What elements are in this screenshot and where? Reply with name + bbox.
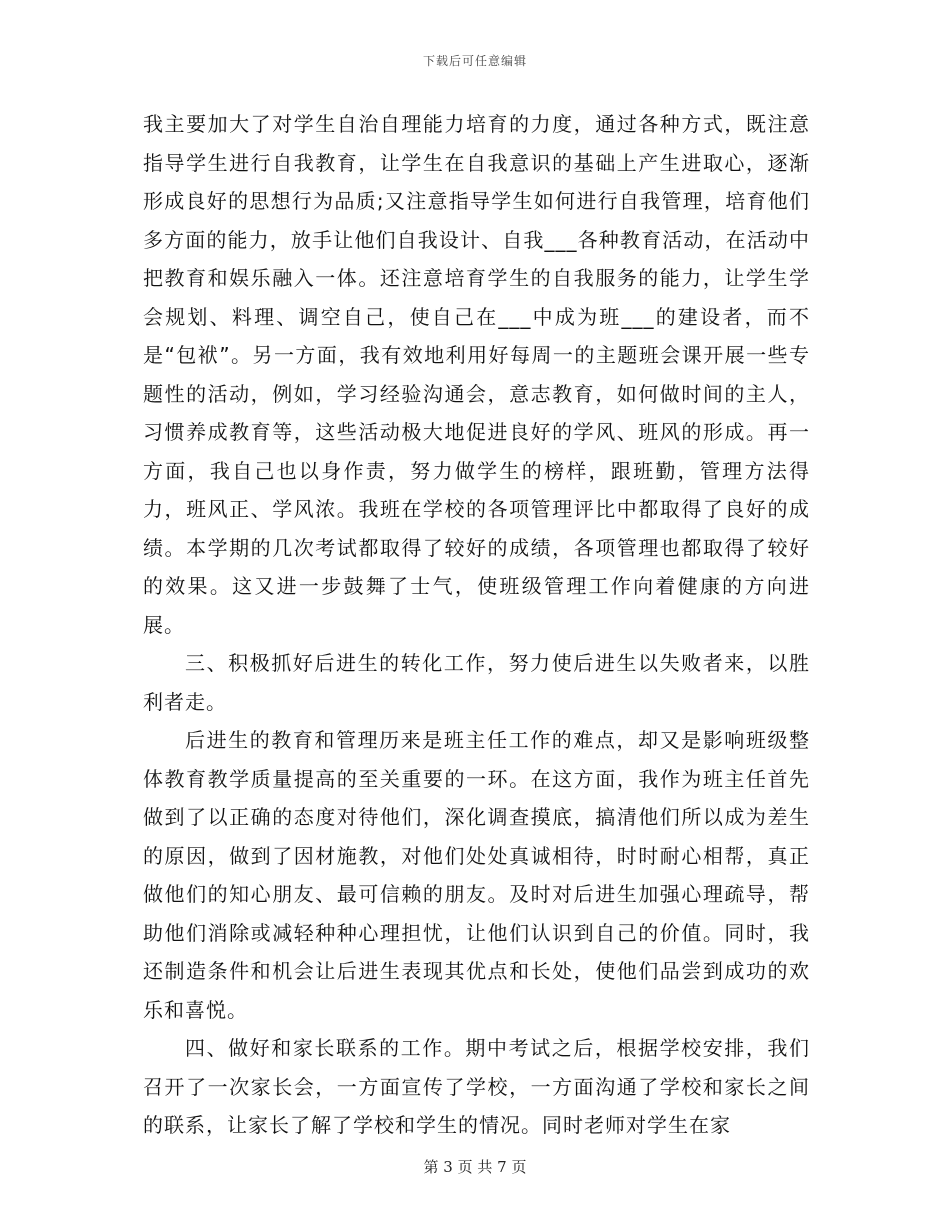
paragraph-class-management: 我主要加大了对学生自治自理能力培育的力度，通过各种方式，既注意指导学生进行自我教育，让学生在自我意识的基础上产生进取心，逐渐形成良好的思想行为品质;又注意指导学生如何进行自我管理，培育他们多方面的能力，放手让他们自我设计、自我___各种教育活动，在活动中把教育和娱乐融入一体。还注意培育学生的自我服务的能力，让学生学会规划、料理、调空自己，使自己在___中成为班___的建设者，而不是“包袱”。另一方面，我有效地利用好每周一的主题班会课开展一些专题性的活动，例如，学习经验沟通会，意志教育，如何做时间的主人，习惯养成教育等，这些活动极大地促进良好的学风、班风的形成。再一方面，我自己也以身作责，努力做学生的榜样，跟班勤，管理方法得力，班风正、学风浓。我班在学校的各项管理评比中都取得了良好的成绩。本学期的几次考试都取得了较好的成绩，各项管理也都取得了较好的效果。这又进一步鼓舞了士气，使班级管理工作向着健康的方向进展。 <box>143 112 810 637</box>
page-number-footer: 第 3 页 共 7 页 <box>423 1158 527 1176</box>
paragraph-underachievers: 后进生的教育和管理历来是班主任工作的难点，却又是影响班级整体教育教学质量提高的至关重要的一环。在这方面，我作为班主任首先做到了以正确的态度对待他们，深化调查摸底，搞清他们所以成为差生的原因，做到了因材施教，对他们处处真诚相待，时时耐心相帮，真正做他们的知心朋友、最可信赖的朋友。及时对后进生加强心理疏导，帮助他们消除或减轻种种心理担忧，让他们认识到自己的价值。同时，我还制造条件和机会让后进生表现其优点和长处，使他们品尝到成功的欢乐和喜悦。 <box>143 728 810 1022</box>
paragraph-section-three-heading: 三、积极抓好后进生的转化工作，努力使后进生以失败者来，以胜利者走。 <box>143 651 810 714</box>
paragraph-section-four-parents: 四、做好和家长联系的工作。期中考试之后，根据学校安排，我们召开了一次家长会，一方面宣传了学校，一方面沟通了学校和家长之间的联系，让家长了解了学校和学生的情况。同时老师对学生在家 <box>143 1036 810 1137</box>
page-header: 下载后可任意编辑 <box>422 54 527 68</box>
document-body <box>143 105 810 1145</box>
